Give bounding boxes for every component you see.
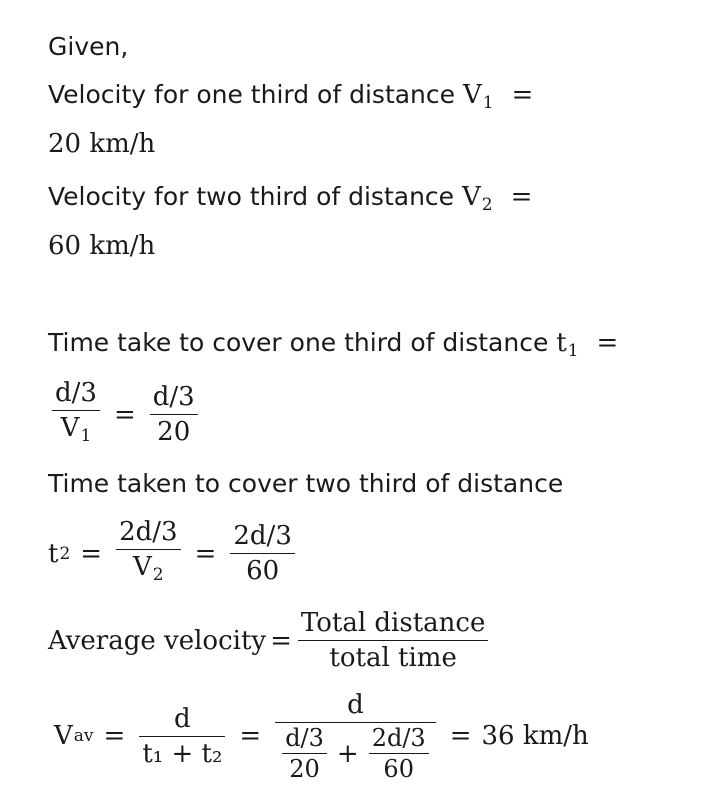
equals-sign: = (596, 328, 619, 358)
t2-frac1 (116, 515, 181, 592)
avg-num: Total distance (300, 608, 486, 638)
vav-subfrac1 (282, 723, 327, 784)
equals-sign: = (103, 721, 126, 751)
t1-frac1-den: $V_1$ (60, 413, 92, 446)
plus-sign: + (336, 738, 359, 769)
vav-subfrac1-den: 20 (289, 755, 320, 783)
avg-den: total time (329, 643, 457, 673)
v2-sub: 2 (481, 195, 493, 215)
t1-frac1-num: d/3 (55, 378, 97, 408)
v1-sub: 1 (482, 93, 494, 113)
equals-sign: = (194, 538, 217, 569)
t1-sub: 1 (567, 341, 579, 361)
vav-subfrac2-num: 2d/3 (371, 724, 426, 752)
t2-text: Time taken to cover two third of distance (48, 469, 564, 498)
equals-sign: = (239, 721, 262, 751)
t1-equation (48, 376, 202, 453)
vav-frac2-den (275, 723, 436, 784)
vav-subfrac2 (369, 723, 429, 784)
vav-symbol: V (54, 721, 73, 751)
vav-frac1-num: d (174, 703, 191, 734)
v2-text: Velocity for two third of distance (48, 182, 455, 211)
v1-symbol: V (462, 80, 482, 110)
v2-line (48, 181, 542, 221)
vav-frac1-den: t₁ + t₂ (142, 738, 223, 769)
t1-line (48, 327, 628, 367)
v1-text: Velocity for one third of distance (48, 80, 456, 109)
t1-symbol: t (556, 328, 567, 358)
t2-frac1-num: 2d/3 (119, 517, 178, 547)
t1-frac1 (52, 376, 100, 453)
vav-frac2 (275, 688, 436, 784)
t1-frac2-den: 20 (157, 417, 191, 447)
t2-frac1-den: $V_2$ (133, 552, 164, 585)
vav-subfrac1-num: d/3 (285, 724, 324, 752)
t1-frac2 (150, 380, 198, 449)
vav-subfrac2-den: 60 (383, 755, 414, 783)
t2-frac2-den: 60 (246, 556, 280, 586)
given-label: Given, (48, 32, 129, 61)
t2-frac2-num: 2d/3 (233, 521, 292, 551)
vav-frac2-num: d (347, 690, 364, 720)
vav-equation (54, 688, 589, 784)
t2-equation (48, 515, 299, 592)
equals-sign: = (449, 721, 472, 751)
t1-text: Time take to cover one third of distance (48, 328, 549, 357)
vav-sub: av (73, 726, 94, 746)
vav-result: 36 km/h (481, 721, 589, 751)
t2-sub: 2 (59, 543, 71, 564)
t1-frac2-num: d/3 (152, 382, 195, 412)
vav-frac1 (139, 702, 225, 771)
v2-value: 60 km/h (48, 231, 156, 261)
equals-sign: = (270, 625, 292, 656)
equals-sign: = (511, 80, 534, 110)
avg-label: Average velocity (48, 625, 267, 656)
t2-frac2 (230, 519, 295, 588)
v2-symbol: V (462, 182, 481, 212)
v1-value: 20 km/h (48, 129, 156, 159)
v1-line (48, 79, 543, 119)
t2-symbol: t (48, 538, 59, 569)
equals-sign: = (80, 538, 103, 569)
equals-sign: = (510, 182, 533, 212)
avg-equation (48, 606, 492, 675)
equals-sign: = (113, 399, 136, 430)
avg-frac (298, 606, 488, 675)
